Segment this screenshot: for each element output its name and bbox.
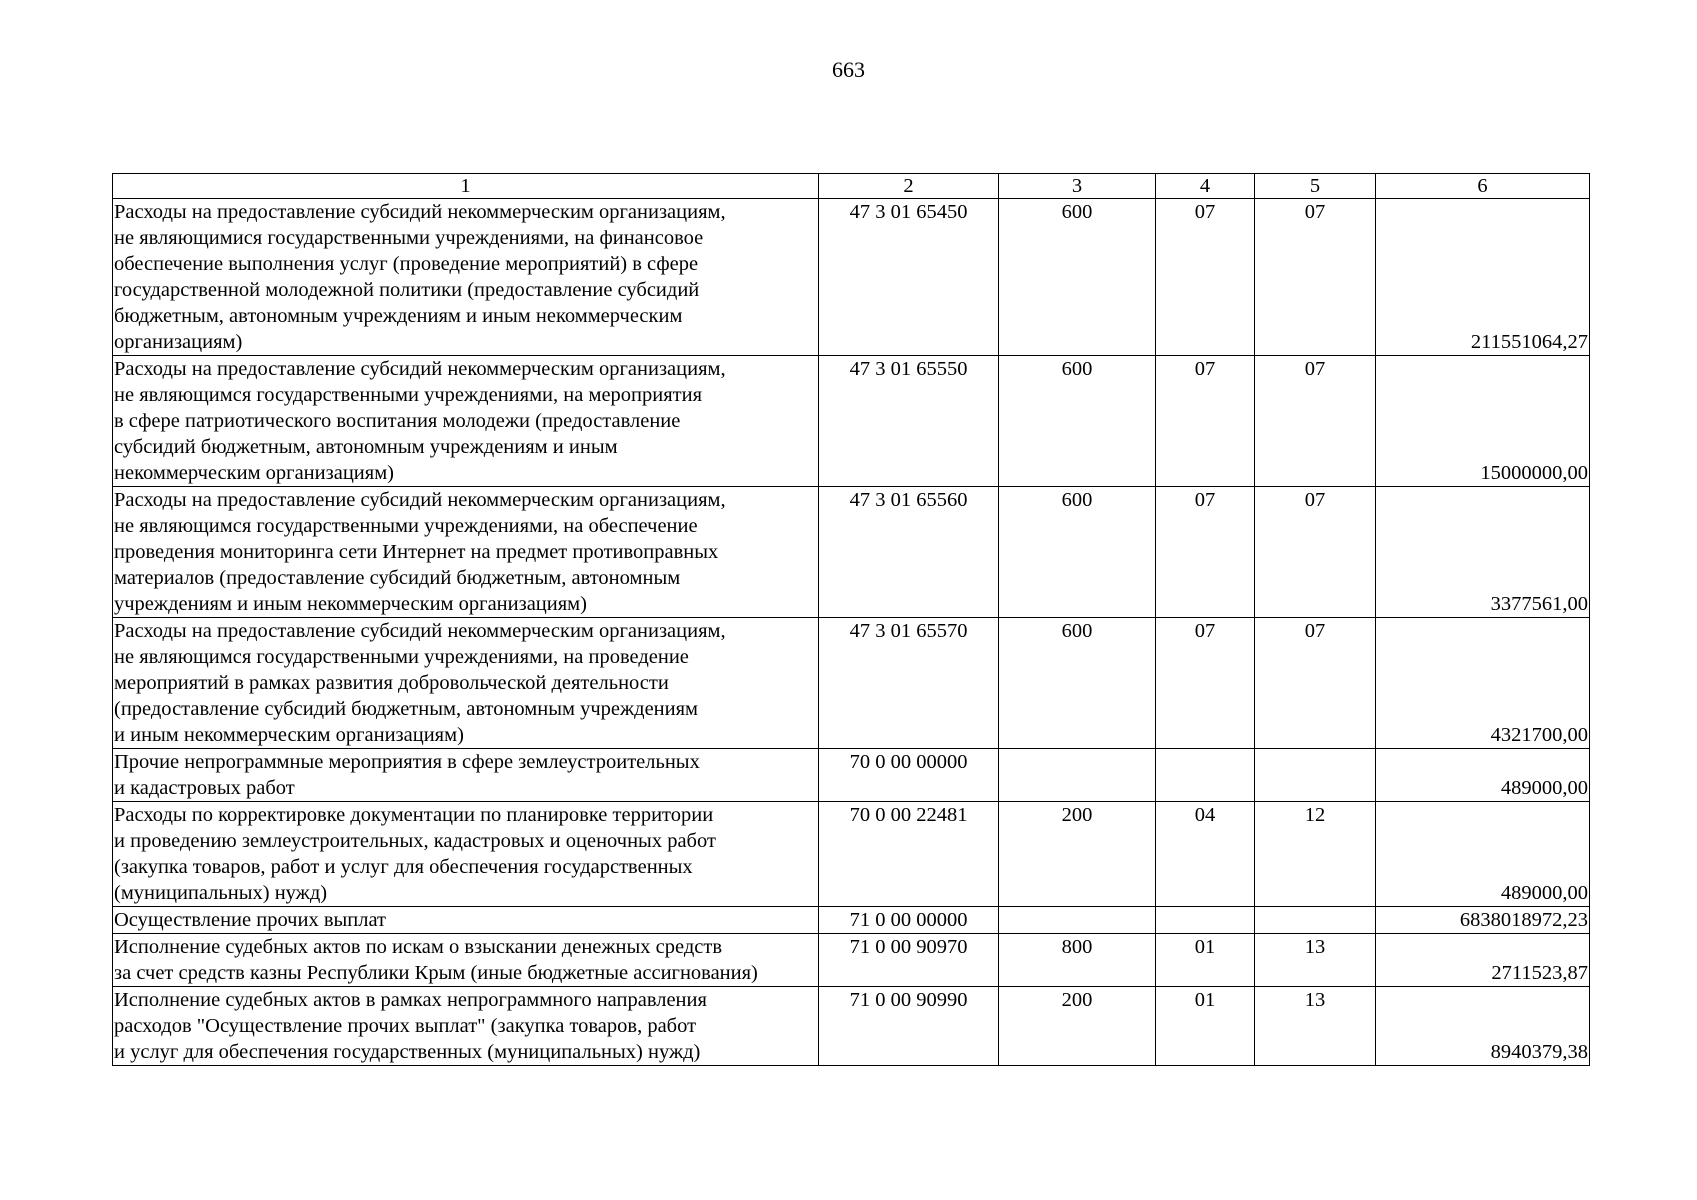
row-description: Расходы на предоставление субсидий некоммерческим организациям, не являющимся государственными учреждениями, на проведение мероприятий в рамках развития добровольческой деятельности (предоставление субсидий бюджетным, автономным учреждениям и иным некоммерческим организациям) [113,618,819,749]
row-subsection: 12 [1255,802,1376,907]
row-classification-code: 47 3 01 65560 [819,487,999,618]
row-classification-code: 71 0 00 90990 [819,987,999,1066]
row-section [1156,749,1255,802]
row-expense-group: 600 [999,618,1156,749]
row-classification-code: 71 0 00 00000 [819,907,999,934]
row-amount: 8940379,38 [1376,987,1590,1066]
row-amount: 15000000,00 [1376,356,1590,487]
table-row [113,356,1590,487]
row-subsection: 07 [1255,199,1376,356]
table-row [113,487,1590,618]
row-amount: 489000,00 [1376,802,1590,907]
row-expense-group [999,749,1156,802]
budget-table [112,173,1590,1066]
table-header-row [113,174,1590,199]
table-row [113,802,1590,907]
row-amount: 4321700,00 [1376,618,1590,749]
row-description: Исполнение судебных актов по искам о взыскании денежных средств за счет средств казны Республики Крым (иные бюджетные ассигнования) [113,934,819,987]
table-row [113,618,1590,749]
row-section [1156,907,1255,934]
row-section: 07 [1156,487,1255,618]
row-section: 01 [1156,987,1255,1066]
row-expense-group: 200 [999,802,1156,907]
column-header-6: 6 [1376,174,1590,199]
page-number: 663 [832,57,865,82]
row-classification-code: 47 3 01 65450 [819,199,999,356]
row-section: 07 [1156,356,1255,487]
row-expense-group: 200 [999,987,1156,1066]
row-classification-code: 70 0 00 22481 [819,802,999,907]
row-expense-group [999,907,1156,934]
column-header-4: 4 [1156,174,1255,199]
row-section: 01 [1156,934,1255,987]
column-header-5: 5 [1255,174,1376,199]
row-description: Расходы на предоставление субсидий некоммерческим организациям, не являющимся государственными учреждениями, на обеспечение проведения мониторинга сети Интернет на предмет противоправных материалов (предоставление субсидий бюджетным, автономным учреждениям и иным некоммерческим организациям) [113,487,819,618]
row-classification-code: 70 0 00 00000 [819,749,999,802]
row-amount: 489000,00 [1376,749,1590,802]
row-subsection: 13 [1255,934,1376,987]
column-header-3: 3 [999,174,1156,199]
row-description: Расходы на предоставление субсидий некоммерческим организациям, не являющимся государственными учреждениями, на мероприятия в сфере патриотического воспитания молодежи (предоставление субсидий бюджетным, автономным учреждениям и иным некоммерческим организациям) [113,356,819,487]
row-description: Расходы на предоставление субсидий некоммерческим организациям, не являющимися государственными учреждениями, на финансовое обеспечение выполнения услуг (проведение мероприятий) в сфере государственной молодежной политики (предоставление субсидий бюджетным, автономным учреждениям и иным некоммерческим организациям) [113,199,819,356]
row-section: 04 [1156,802,1255,907]
column-header-2: 2 [819,174,999,199]
row-subsection: 13 [1255,987,1376,1066]
row-expense-group: 600 [999,487,1156,618]
row-section: 07 [1156,618,1255,749]
row-amount: 3377561,00 [1376,487,1590,618]
row-amount: 2711523,87 [1376,934,1590,987]
row-description: Исполнение судебных актов в рамках непрограммного направления расходов "Осуществление прочих выплат" (закупка товаров, работ и услуг для обеспечения государственных (муниципальных) нужд) [113,987,819,1066]
row-description: Осуществление прочих выплат [113,907,819,934]
row-subsection: 07 [1255,618,1376,749]
row-expense-group: 600 [999,199,1156,356]
row-classification-code: 71 0 00 90970 [819,934,999,987]
table-row [113,987,1590,1066]
row-expense-group: 600 [999,356,1156,487]
row-expense-group: 800 [999,934,1156,987]
table-row [113,199,1590,356]
column-header-1: 1 [113,174,819,199]
row-amount: 6838018972,23 [1376,907,1590,934]
table-row [113,934,1590,987]
row-amount: 211551064,27 [1376,199,1590,356]
row-description: Прочие непрограммные мероприятия в сфере землеустроительных и кадастровых работ [113,749,819,802]
row-subsection: 07 [1255,356,1376,487]
row-section: 07 [1156,199,1255,356]
row-subsection [1255,907,1376,934]
row-classification-code: 47 3 01 65570 [819,618,999,749]
row-description: Расходы по корректировке документации по планировке территории и проведению землеустроительных, кадастровых и оценочных работ (закупка товаров, работ и услуг для обеспечения государственных (муниципальных) нужд) [113,802,819,907]
row-subsection: 07 [1255,487,1376,618]
row-classification-code: 47 3 01 65550 [819,356,999,487]
row-subsection [1255,749,1376,802]
table-row [113,907,1590,934]
table-row [113,749,1590,802]
